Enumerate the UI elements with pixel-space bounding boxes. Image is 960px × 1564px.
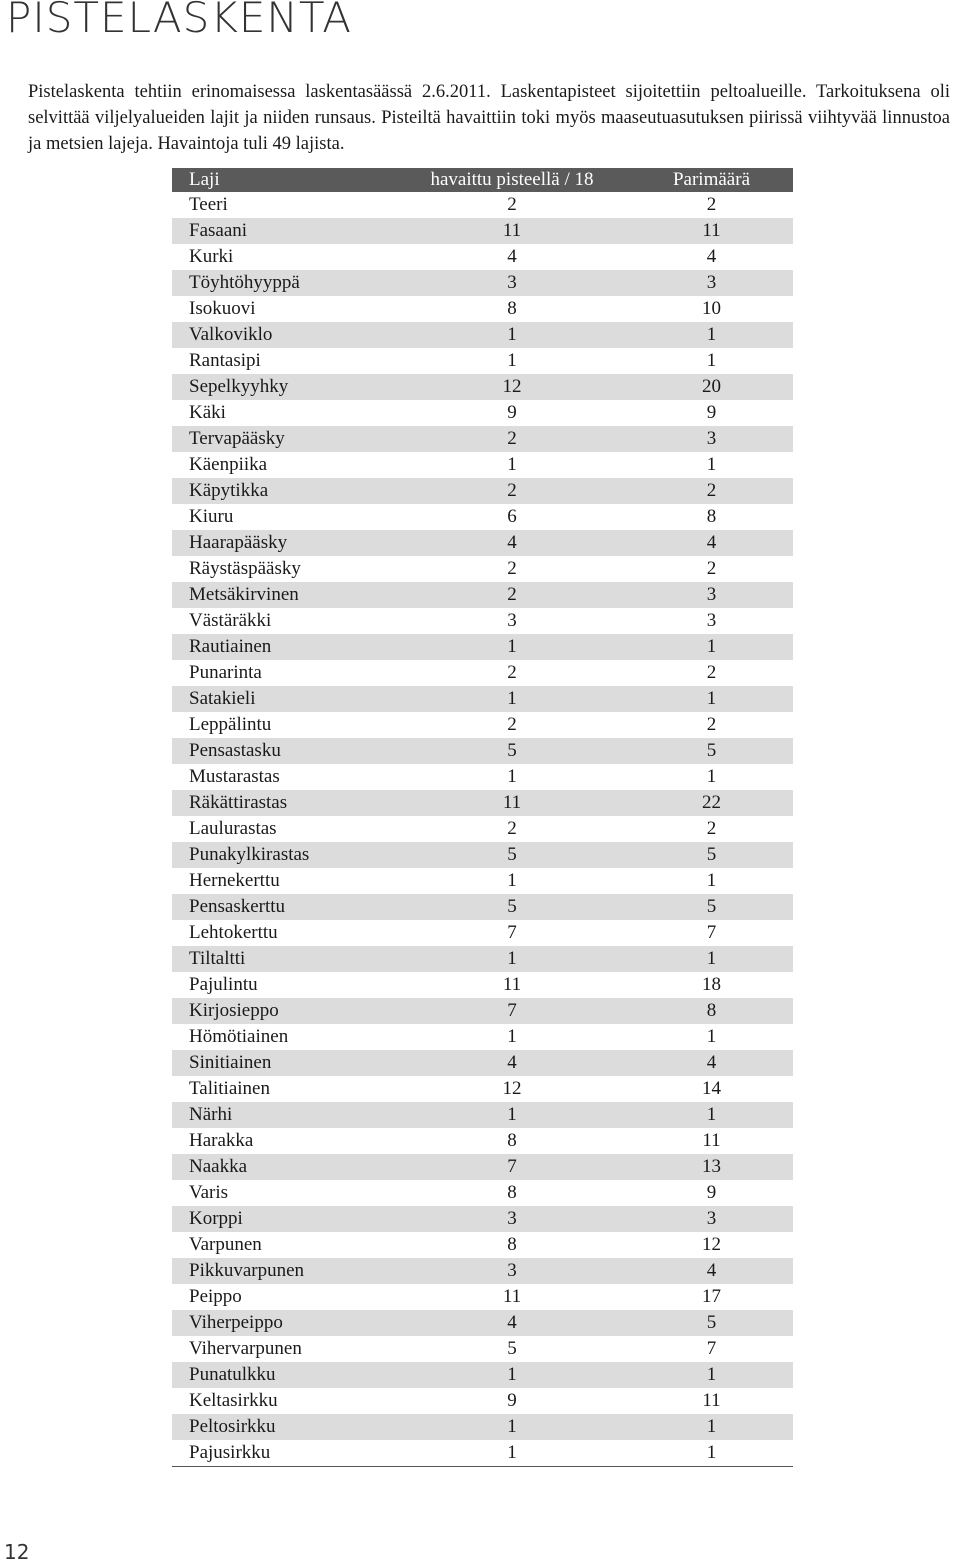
species-name-cell: Teeri	[189, 194, 228, 215]
table-row	[172, 1076, 793, 1102]
species-name-cell: Punakylkirastas	[172, 842, 422, 868]
observed-count-cell: 8	[507, 298, 517, 319]
observed-count-cell: 2	[422, 426, 602, 452]
species-name-cell: Sinitiainen	[172, 1050, 422, 1076]
observed-count-cell: 1	[422, 1362, 602, 1388]
species-name-cell: Kiuru	[189, 506, 234, 527]
species-name-cell: Keltasirkku	[189, 1390, 278, 1411]
table-row	[172, 1414, 793, 1440]
species-name-cell: Pikkuvarpunen	[172, 1258, 422, 1284]
pair-count-cell: 2	[706, 818, 717, 839]
pair-count-cell: 7	[706, 1338, 717, 1359]
observed-count-cell: 1	[507, 454, 517, 475]
pair-count-cell: 9	[706, 402, 717, 423]
observed-count-cell: 12	[422, 374, 602, 400]
table-row	[172, 1206, 793, 1232]
table-row	[172, 244, 793, 270]
table-row	[172, 322, 793, 348]
observed-count-cell: 1	[507, 1026, 517, 1047]
pair-count-cell: 11	[702, 1390, 721, 1411]
species-name-cell: Isokuovi	[189, 298, 256, 319]
table-body	[172, 192, 793, 1467]
table-row	[172, 1336, 793, 1362]
pair-count-cell: 7	[706, 922, 717, 943]
species-name-cell: Varis	[189, 1182, 229, 1203]
observed-count-cell: 3	[422, 1258, 602, 1284]
observed-count-cell: 4	[507, 246, 517, 267]
observed-count-cell: 1	[422, 686, 602, 712]
species-name-cell: Räystäspääsky	[189, 558, 301, 579]
table-row	[172, 582, 793, 608]
species-name-cell: Metsäkirvinen	[172, 582, 422, 608]
pair-count-cell: 1	[706, 350, 717, 371]
pair-count-cell: 2	[706, 662, 717, 683]
observed-count-cell: 4	[422, 1050, 602, 1076]
observed-count-cell: 1	[422, 1102, 602, 1128]
species-name-cell: Pajusirkku	[172, 1440, 422, 1467]
species-name-cell: Käki	[189, 402, 226, 423]
species-name-cell: Satakieli	[172, 686, 422, 712]
table-row	[172, 478, 793, 504]
species-name-cell: Punarinta	[189, 662, 262, 683]
pair-count-cell: 4	[602, 1258, 793, 1284]
species-name-cell: Peltosirkku	[172, 1414, 422, 1440]
table-row	[172, 972, 793, 998]
observed-count-cell: 2	[422, 478, 602, 504]
pair-count-cell: 1	[602, 634, 793, 660]
observed-count-cell: 7	[422, 998, 602, 1024]
table-row	[172, 270, 793, 296]
pair-count-cell: 22	[602, 790, 793, 816]
observed-count-cell: 1	[507, 350, 517, 371]
pair-count-cell: 5	[602, 842, 793, 868]
table-row	[172, 1310, 793, 1336]
pair-count-cell: 3	[602, 426, 793, 452]
pair-count-cell: 9	[706, 1182, 717, 1203]
table-row	[172, 868, 793, 894]
species-name-cell: Mustarastas	[189, 766, 280, 787]
table-row	[172, 738, 793, 764]
observed-count-cell: 2	[507, 714, 517, 735]
table-row	[172, 842, 793, 868]
table-row	[172, 1102, 793, 1128]
observed-count-cell: 1	[507, 870, 517, 891]
table-row	[172, 686, 793, 712]
table-row	[172, 790, 793, 816]
species-name-cell: Viherpeippo	[172, 1310, 422, 1336]
column-header-pairs: Parimäärä	[602, 168, 793, 192]
observed-count-cell: 11	[502, 1286, 522, 1307]
observed-count-cell: 2	[507, 558, 517, 579]
pair-count-cell: 2	[706, 558, 717, 579]
observed-count-cell: 2	[507, 194, 517, 215]
table-row	[172, 426, 793, 452]
pair-count-cell: 3	[602, 582, 793, 608]
table-row	[172, 1258, 793, 1284]
observed-count-cell: 4	[422, 1310, 602, 1336]
pair-count-cell: 10	[702, 298, 721, 319]
page-title: PISTELASKENTA	[6, 0, 352, 42]
observed-count-cell: 1	[422, 1440, 602, 1467]
table-row	[172, 1180, 793, 1206]
observed-count-cell: 8	[507, 1182, 517, 1203]
table-row	[172, 374, 793, 400]
pair-count-cell: 4	[602, 1050, 793, 1076]
table-row	[172, 452, 793, 478]
species-name-cell: Leppälintu	[189, 714, 272, 735]
species-name-cell: Laulurastas	[189, 818, 277, 839]
observed-count-cell: 1	[422, 1414, 602, 1440]
species-name-cell: Pajulintu	[189, 974, 258, 995]
observed-count-cell: 9	[507, 402, 517, 423]
observed-count-cell: 4	[422, 530, 602, 556]
pair-count-cell: 8	[706, 506, 717, 527]
observed-count-cell: 8	[507, 1130, 517, 1151]
species-name-cell: Valkoviklo	[172, 322, 422, 348]
pair-count-cell: 1	[602, 1440, 793, 1467]
pair-count-cell: 1	[706, 454, 717, 475]
species-name-cell: Fasaani	[172, 218, 422, 244]
table-row	[172, 556, 793, 582]
pair-count-cell: 4	[706, 246, 717, 267]
pair-count-cell: 1	[602, 1102, 793, 1128]
table-header-row	[172, 168, 793, 192]
table-row	[172, 660, 793, 686]
species-name-cell: Kurki	[189, 246, 234, 267]
table-row	[172, 296, 793, 322]
table-row	[172, 1284, 793, 1310]
species-name-cell: Räkättirastas	[172, 790, 422, 816]
table-row	[172, 920, 793, 946]
pair-count-cell: 5	[602, 738, 793, 764]
pair-count-cell: 4	[602, 530, 793, 556]
pair-count-cell: 18	[702, 974, 721, 995]
observed-count-cell: 2	[507, 818, 517, 839]
table-row	[172, 1024, 793, 1050]
observed-count-cell: 2	[422, 582, 602, 608]
pair-count-cell: 2	[706, 194, 717, 215]
species-name-cell: Harakka	[189, 1130, 254, 1151]
species-name-cell: Vihervarpunen	[189, 1338, 302, 1359]
observed-count-cell: 5	[422, 842, 602, 868]
species-name-cell: Sepelkyyhky	[172, 374, 422, 400]
species-name-cell: Tervapääsky	[172, 426, 422, 452]
species-name-cell: Kirjosieppo	[172, 998, 422, 1024]
pair-count-cell: 11	[702, 1130, 721, 1151]
pair-count-cell: 3	[602, 1206, 793, 1232]
observed-count-cell: 3	[507, 610, 517, 631]
species-name-cell: Pensaskerttu	[172, 894, 422, 920]
table-row	[172, 348, 793, 374]
observed-count-cell: 8	[507, 1234, 517, 1255]
pair-count-cell: 5	[602, 894, 793, 920]
observed-count-cell: 5	[422, 894, 602, 920]
table-row	[172, 1232, 793, 1258]
species-name-cell: Rautiainen	[172, 634, 422, 660]
pair-count-cell: 1	[602, 946, 793, 972]
species-name-cell: Korppi	[172, 1206, 422, 1232]
intro-paragraph: Pistelaskenta tehtiin erinomaisessa laskentasäässä 2.6.2011. Laskentapisteet sijoitettiin peltoalueille. Tarkoituksena oli selvittää viljelyalueiden lajit ja niiden runsaus. Pisteiltä havaittiin toki myös maaseutuasutuksen piirissä viihtyvää linnustoa ja metsien lajeja. Havaintoja tuli 49 lajista.	[28, 81, 950, 154]
table-row	[172, 1440, 793, 1467]
table-row	[172, 192, 793, 218]
table-row	[172, 1388, 793, 1414]
species-name-cell: Hernekerttu	[189, 870, 280, 891]
table-row	[172, 634, 793, 660]
species-name-cell: Haarapääsky	[172, 530, 422, 556]
pair-count-cell: 3	[706, 610, 717, 631]
pair-count-cell: 2	[602, 478, 793, 504]
species-table	[172, 168, 793, 1467]
observed-count-cell: 2	[507, 662, 517, 683]
species-name-cell: Rantasipi	[189, 350, 261, 371]
observed-count-cell: 1	[422, 946, 602, 972]
pair-count-cell: 1	[706, 870, 717, 891]
observed-count-cell: 3	[422, 270, 602, 296]
table-row	[172, 608, 793, 634]
table-row	[172, 764, 793, 790]
observed-count-cell: 3	[422, 1206, 602, 1232]
species-name-cell: Varpunen	[189, 1234, 262, 1255]
table-row	[172, 1050, 793, 1076]
species-name-cell: Käenpiika	[189, 454, 268, 475]
column-header-species: Laji	[172, 168, 422, 192]
species-name-cell: Töyhtöhyyppä	[172, 270, 422, 296]
species-name-cell: Peippo	[189, 1286, 242, 1307]
species-name-cell: Käpytikka	[172, 478, 422, 504]
species-name-cell: Tiltaltti	[172, 946, 422, 972]
pair-count-cell: 8	[602, 998, 793, 1024]
pair-count-cell: 11	[602, 218, 793, 244]
table-row	[172, 1128, 793, 1154]
species-name-cell: Pensastasku	[172, 738, 422, 764]
species-name-cell: Punatulkku	[172, 1362, 422, 1388]
pair-count-cell: 3	[602, 270, 793, 296]
observed-count-cell: 11	[422, 218, 602, 244]
pair-count-cell: 2	[706, 714, 717, 735]
observed-count-cell: 6	[507, 506, 517, 527]
table-row	[172, 504, 793, 530]
table-row	[172, 712, 793, 738]
table-row	[172, 1362, 793, 1388]
pair-count-cell: 1	[602, 1362, 793, 1388]
species-name-cell: Närhi	[172, 1102, 422, 1128]
pair-count-cell: 13	[602, 1154, 793, 1180]
pair-count-cell: 1	[602, 686, 793, 712]
table-row	[172, 1154, 793, 1180]
species-name-cell: Lehtokerttu	[189, 922, 278, 943]
observed-count-cell: 1	[422, 322, 602, 348]
observed-count-cell: 11	[502, 974, 522, 995]
table-row	[172, 998, 793, 1024]
table-header	[172, 168, 793, 192]
species-name-cell: Naakka	[172, 1154, 422, 1180]
pair-count-cell: 14	[702, 1078, 721, 1099]
column-header-observed: havaittu pisteellä / 18	[422, 168, 602, 192]
pair-count-cell: 20	[602, 374, 793, 400]
observed-count-cell: 7	[422, 1154, 602, 1180]
species-name-cell: Hömötiainen	[189, 1026, 289, 1047]
observed-count-cell: 11	[422, 790, 602, 816]
table-row	[172, 894, 793, 920]
observed-count-cell: 1	[507, 766, 517, 787]
pair-count-cell: 12	[702, 1234, 721, 1255]
page-number: 12	[4, 1540, 30, 1564]
pair-count-cell: 1	[602, 1414, 793, 1440]
table-row	[172, 218, 793, 244]
table-row	[172, 946, 793, 972]
observed-count-cell: 7	[507, 922, 517, 943]
observed-count-cell: 9	[507, 1390, 517, 1411]
observed-count-cell: 1	[422, 634, 602, 660]
pair-count-cell: 17	[702, 1286, 721, 1307]
observed-count-cell: 5	[422, 738, 602, 764]
pair-count-cell: 5	[602, 1310, 793, 1336]
pair-count-cell: 1	[602, 322, 793, 348]
species-name-cell: Västäräkki	[189, 610, 272, 631]
species-name-cell: Talitiainen	[189, 1078, 270, 1099]
observed-count-cell: 12	[502, 1078, 522, 1099]
table-row	[172, 530, 793, 556]
pair-count-cell: 1	[706, 766, 717, 787]
table-row	[172, 400, 793, 426]
pair-count-cell: 1	[706, 1026, 717, 1047]
observed-count-cell: 5	[507, 1338, 517, 1359]
table-row	[172, 816, 793, 842]
